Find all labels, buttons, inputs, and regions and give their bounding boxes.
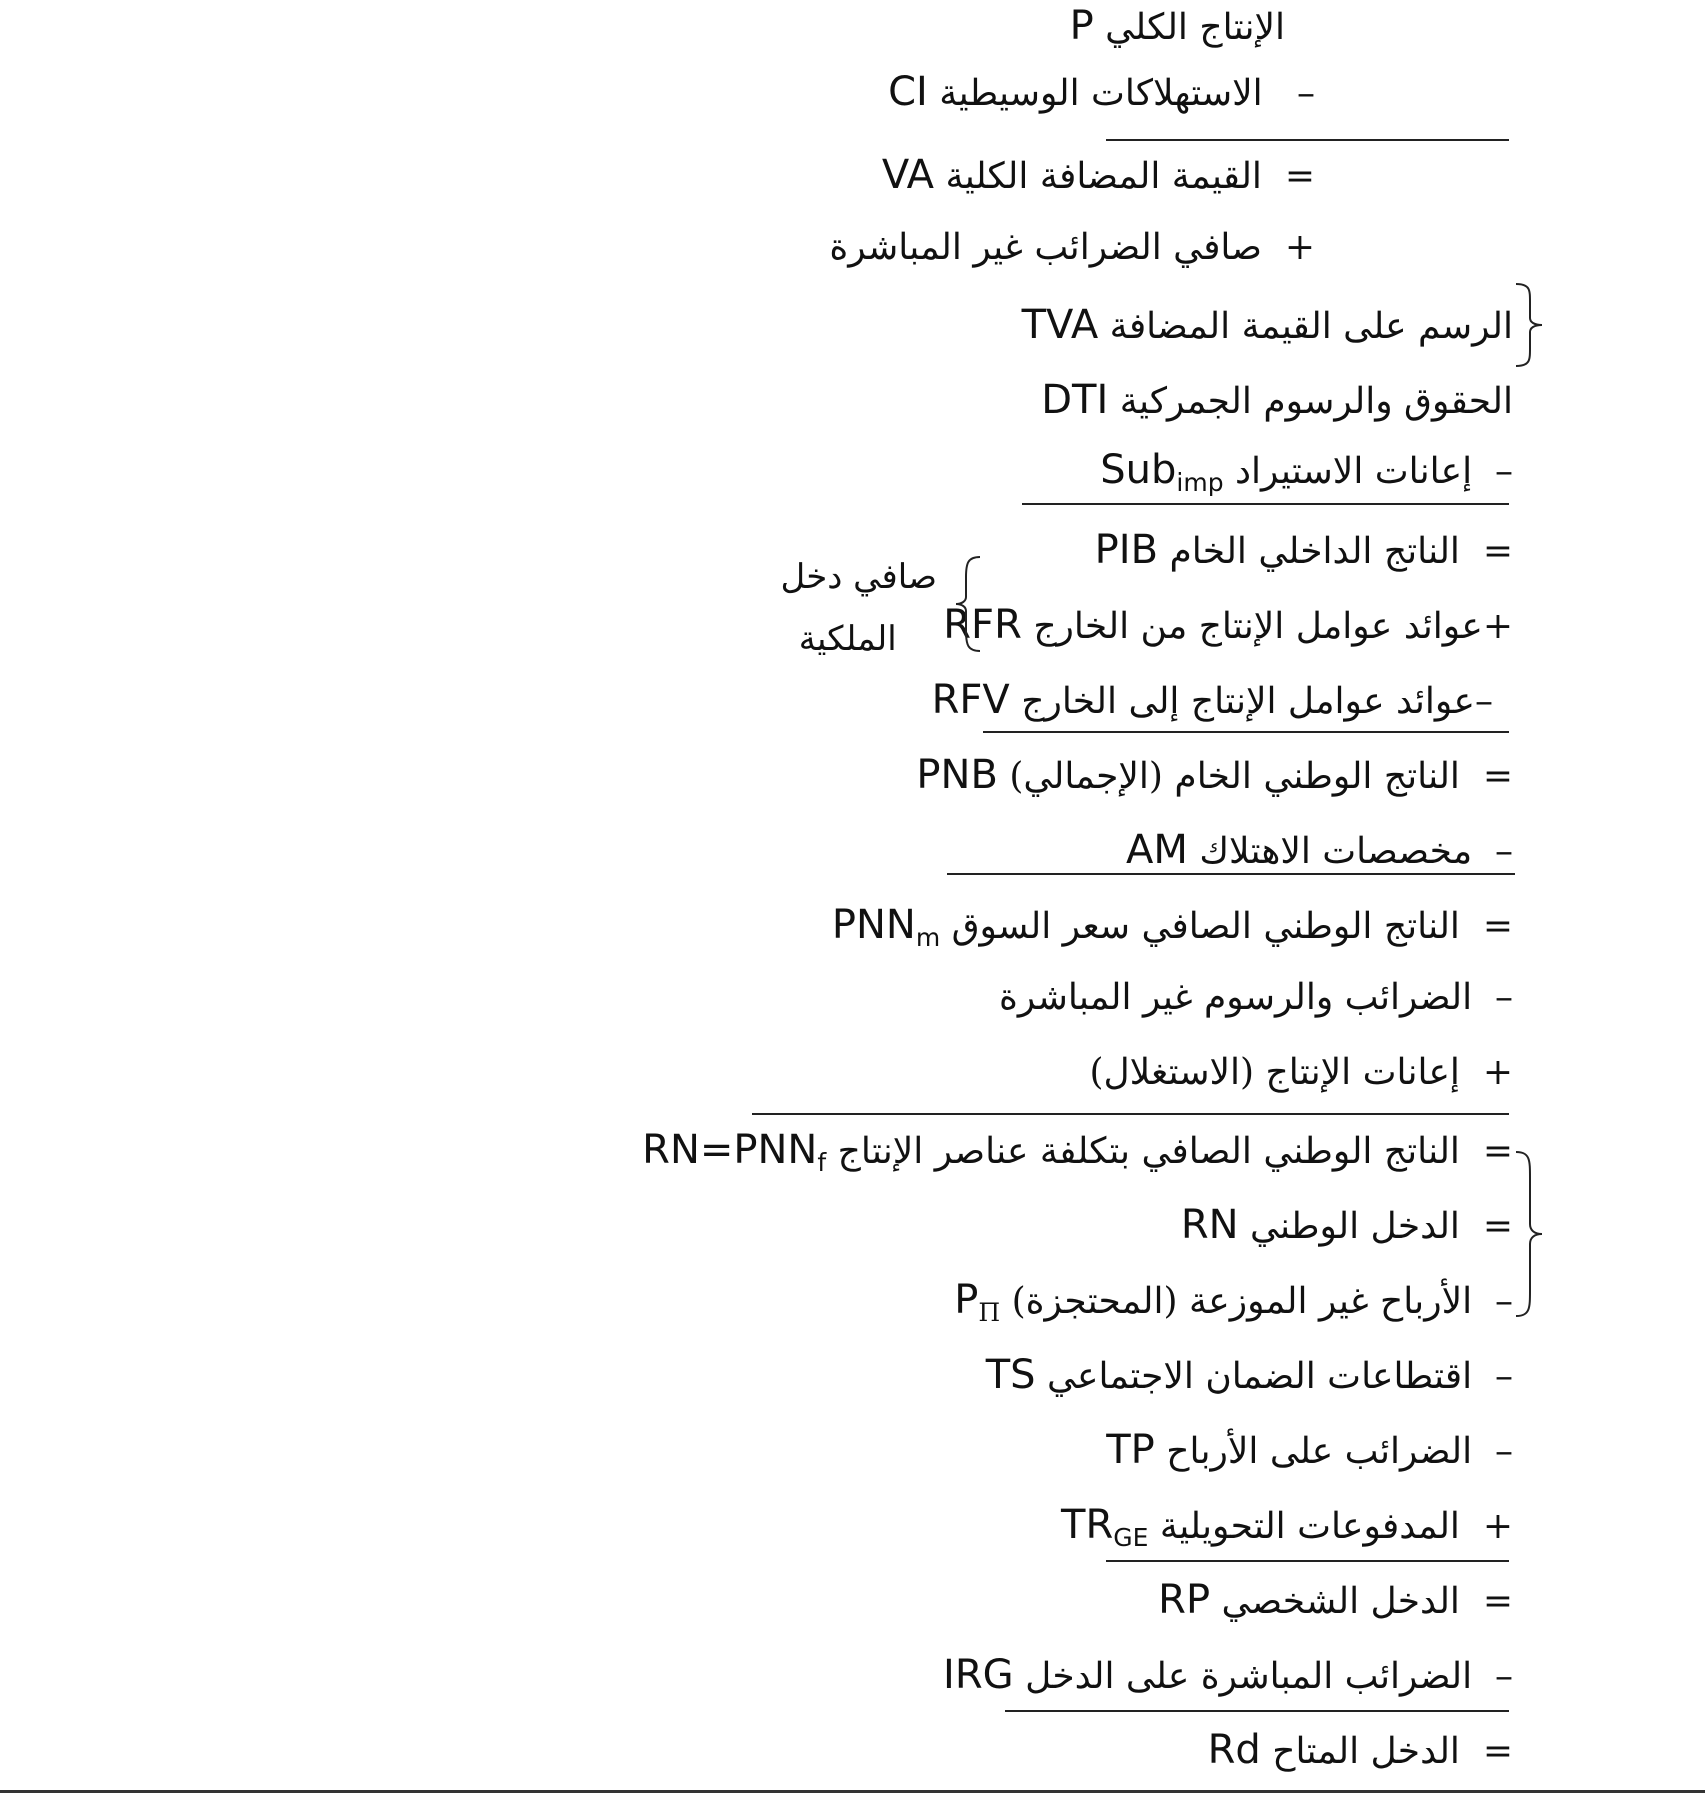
operator: +	[1284, 227, 1315, 268]
label: الضرائب والرسوم غير المباشرة	[999, 977, 1473, 1018]
label: مخصصات الاهتلاك	[1199, 831, 1473, 872]
operator: –	[1495, 1281, 1513, 1322]
row-vat	[1021, 302, 1513, 348]
symbol: IRG	[943, 1652, 1014, 1698]
row-gnp	[916, 752, 1513, 798]
row-depreciation	[1125, 827, 1513, 873]
side-note-line2: الملكية	[798, 619, 897, 659]
right-brace-tva	[1512, 282, 1546, 368]
operator: +	[1482, 1052, 1513, 1093]
row-personal-income	[1158, 1577, 1513, 1623]
symbol: $P_\Pi$	[954, 1277, 1001, 1327]
row-net-indirect-taxes	[829, 227, 1315, 268]
label: عوائد عوامل الإنتاج من الخارج	[1033, 606, 1483, 647]
subscript: imp	[1176, 468, 1224, 497]
row-national-income	[1180, 1202, 1513, 1248]
symbol: RN	[1180, 1202, 1239, 1248]
label: الناتج الوطني الخام (الإجمالي)	[1009, 756, 1460, 797]
side-note-line1: صافي دخل	[780, 557, 937, 597]
symbol: $TR_{GE}$	[1061, 1502, 1149, 1552]
symbol: $PNN_m$	[831, 902, 941, 952]
label: الرسم على القيمة المضافة	[1109, 306, 1513, 347]
operator: +	[1482, 1506, 1513, 1547]
row-import-subsidies	[1100, 447, 1513, 497]
label: الأرباح غير الموزعة (المحتجزة)	[1011, 1281, 1473, 1322]
symbol: TVA	[1021, 302, 1099, 348]
left-brace-property-income	[954, 555, 984, 655]
row-customs-duties	[1041, 377, 1513, 423]
operator: =	[1482, 906, 1513, 947]
operator: –	[1495, 831, 1513, 872]
symbol: DTI	[1041, 377, 1109, 423]
operator: =	[1284, 156, 1315, 197]
symbol: PIB	[1094, 527, 1159, 573]
subscript: Π	[978, 1298, 1001, 1327]
operator: –	[1475, 681, 1493, 722]
label: الاستهلاكات الوسيطية	[939, 73, 1263, 114]
label: عوائد عوامل الإنتاج إلى الخارج	[1021, 681, 1475, 722]
sum-rule	[1022, 503, 1509, 505]
label: المدفوعات التحويلية	[1159, 1506, 1460, 1547]
symbol: RFR	[943, 602, 1022, 648]
symbol: PNB	[916, 752, 998, 798]
symbol: Sub$_{imp}$	[1100, 447, 1224, 497]
symbol: RFV	[931, 677, 1010, 723]
side-note-net-property-income	[780, 557, 937, 659]
sum-rule	[752, 1113, 1509, 1115]
label: الدخل الشخصي	[1221, 1581, 1460, 1622]
sum-rule	[1106, 139, 1509, 141]
symbol: VA	[881, 152, 935, 198]
operator: –	[1495, 1356, 1513, 1397]
operator: =	[1482, 756, 1513, 797]
row-retained-profits	[954, 1277, 1513, 1327]
subscript: f	[817, 1148, 827, 1177]
row-gdp	[1094, 527, 1513, 573]
operator: =	[1482, 531, 1513, 572]
label: الحقوق والرسوم الجمركية	[1119, 381, 1513, 422]
subscript: GE	[1113, 1523, 1149, 1552]
row-transfer-payments	[1061, 1502, 1513, 1552]
row-intermediate-consumption	[888, 69, 1315, 115]
row-disposable-income	[1207, 1727, 1513, 1773]
symbol: $RN=PNN_f$	[642, 1127, 827, 1177]
label: الناتج الداخلي الخام	[1169, 531, 1460, 572]
symbol: TS	[985, 1352, 1036, 1398]
row-indirect-taxes	[999, 977, 1513, 1018]
label: الإنتاج الكلي	[1105, 7, 1285, 48]
row-social-security	[985, 1352, 1513, 1398]
sum-rule	[1005, 1710, 1509, 1712]
operator: –	[1495, 977, 1513, 1018]
sum-rule	[983, 731, 1509, 733]
label: إعانات الإنتاج (الاستغلال)	[1089, 1052, 1460, 1093]
operator: =	[1482, 1581, 1513, 1622]
operator: =	[1482, 1131, 1513, 1172]
row-profit-taxes	[1106, 1427, 1513, 1473]
label: اقتطاعات الضمان الاجتماعي	[1046, 1356, 1473, 1397]
operator: –	[1297, 73, 1315, 114]
row-direct-income-tax	[943, 1652, 1513, 1698]
sum-rule	[1106, 1560, 1509, 1562]
symbol: RP	[1158, 1577, 1211, 1623]
row-value-added	[881, 152, 1315, 198]
operator: +	[1482, 606, 1513, 647]
label: الناتج الوطني الصافي بتكلفة عناصر الإنتاج	[837, 1131, 1460, 1172]
symbol: TP	[1106, 1427, 1155, 1473]
operator: –	[1495, 1431, 1513, 1472]
right-brace-national-income	[1512, 1150, 1546, 1320]
symbol: Rd	[1207, 1727, 1261, 1773]
label: القيمة المضافة الكلية	[945, 156, 1262, 197]
page-bottom-rule	[0, 1790, 1705, 1793]
label: صافي الضرائب غير المباشرة	[829, 227, 1262, 268]
symbol: AM	[1125, 827, 1188, 873]
label: الناتج الوطني الصافي سعر السوق	[951, 906, 1460, 947]
row-production-subsidies	[1089, 1052, 1513, 1093]
label: الضرائب على الأرباح	[1166, 1431, 1473, 1472]
sum-rule	[947, 873, 1515, 875]
operator: =	[1482, 1731, 1513, 1772]
label: إعانات الاستيراد	[1235, 451, 1473, 492]
row-factor-income-to-abroad	[931, 677, 1493, 723]
row-total-production	[1069, 3, 1285, 49]
operator: –	[1495, 451, 1513, 492]
subscript: m	[915, 923, 941, 952]
row-nnp-factor-cost	[642, 1127, 1513, 1177]
operator: –	[1495, 1656, 1513, 1697]
operator: =	[1482, 1206, 1513, 1247]
row-nnp-market-price	[831, 902, 1513, 952]
symbol: CI	[888, 69, 928, 115]
symbol: P	[1069, 3, 1094, 49]
row-factor-income-from-abroad	[943, 602, 1513, 648]
label: الدخل الوطني	[1250, 1206, 1460, 1247]
label: الضرائب المباشرة على الدخل	[1025, 1656, 1473, 1697]
label: الدخل المتاح	[1272, 1731, 1460, 1772]
